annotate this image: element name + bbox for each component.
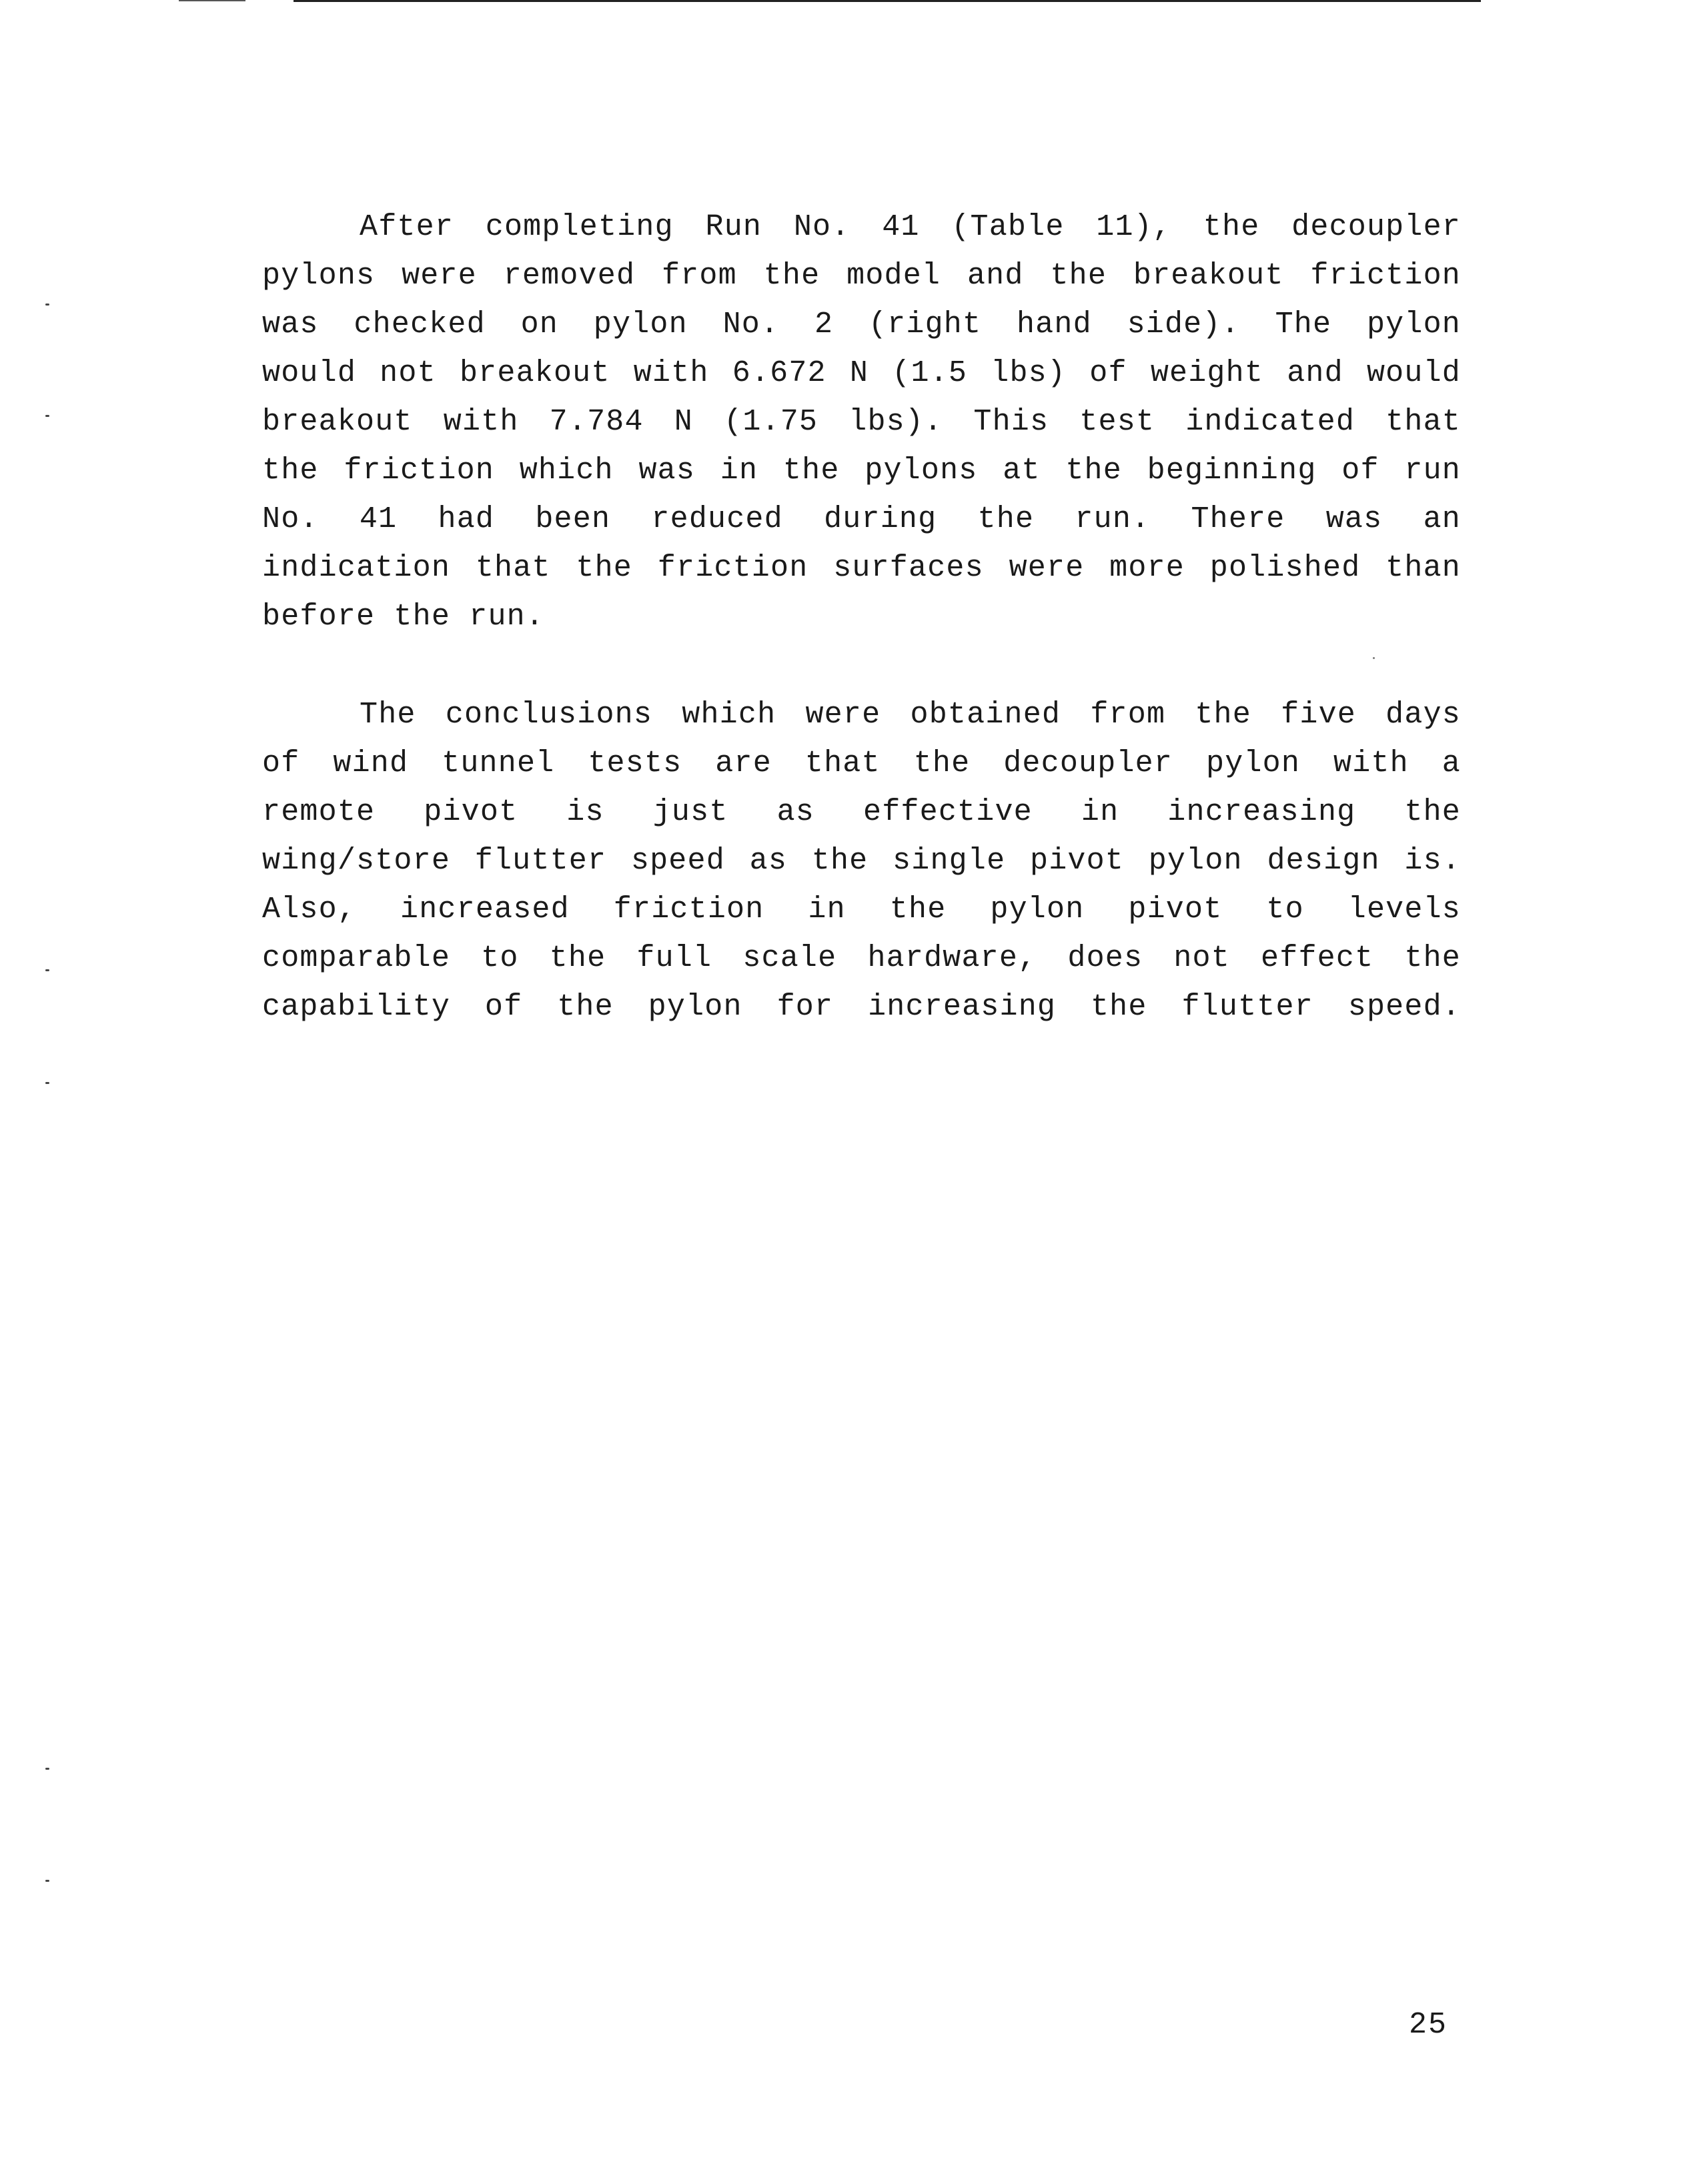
text-line: was checked on pylon No. 2 (right hand side). The pylon [262, 308, 1461, 342]
text-line: capability of the pylon for increasing the flutter speed. [262, 990, 1461, 1024]
margin-punch-mark [45, 1880, 49, 1882]
scan-edge-line [294, 0, 1481, 2]
scan-edge-line-left [179, 0, 245, 1]
margin-punch-mark [45, 969, 49, 971]
text-line: breakout with 7.784 N (1.75 lbs). This test indicated that [262, 405, 1461, 439]
page-number: 25 [1409, 2008, 1448, 2042]
text-line: remote pivot is just as effective in increasing the [262, 795, 1461, 829]
text-line: wing/store flutter speed as the single pivot pylon design is. [262, 844, 1461, 878]
text-line: of wind tunnel tests are that the decoupler pylon with a [262, 746, 1461, 780]
text-line: the friction which was in the pylons at the beginning of run [262, 454, 1461, 488]
text-line: would not breakout with 6.672 N (1.5 lbs) of weight and would [262, 356, 1461, 390]
paragraph-conclusions [262, 690, 1461, 1031]
text-line: Also, increased friction in the pylon pivot to levels [262, 893, 1461, 927]
text-line: before the run. [262, 600, 545, 634]
paragraph-breakout-friction [262, 203, 1461, 641]
text-line: pylons were removed from the model and the breakout friction [262, 259, 1461, 293]
text-line: comparable to the full scale hardware, does not effect the [262, 941, 1461, 975]
margin-punch-mark [45, 304, 49, 306]
text-line: No. 41 had been reduced during the run. There was an [262, 502, 1461, 536]
margin-punch-mark [45, 415, 49, 417]
text-line: indication that the friction surfaces were more polished than [262, 551, 1461, 585]
margin-punch-mark [45, 1082, 49, 1084]
text-line: After completing Run No. 41 (Table 11), the decoupler [360, 210, 1461, 244]
margin-punch-mark [45, 1768, 49, 1770]
scan-speck [1373, 657, 1375, 659]
text-line: The conclusions which were obtained from the five days [360, 698, 1461, 732]
